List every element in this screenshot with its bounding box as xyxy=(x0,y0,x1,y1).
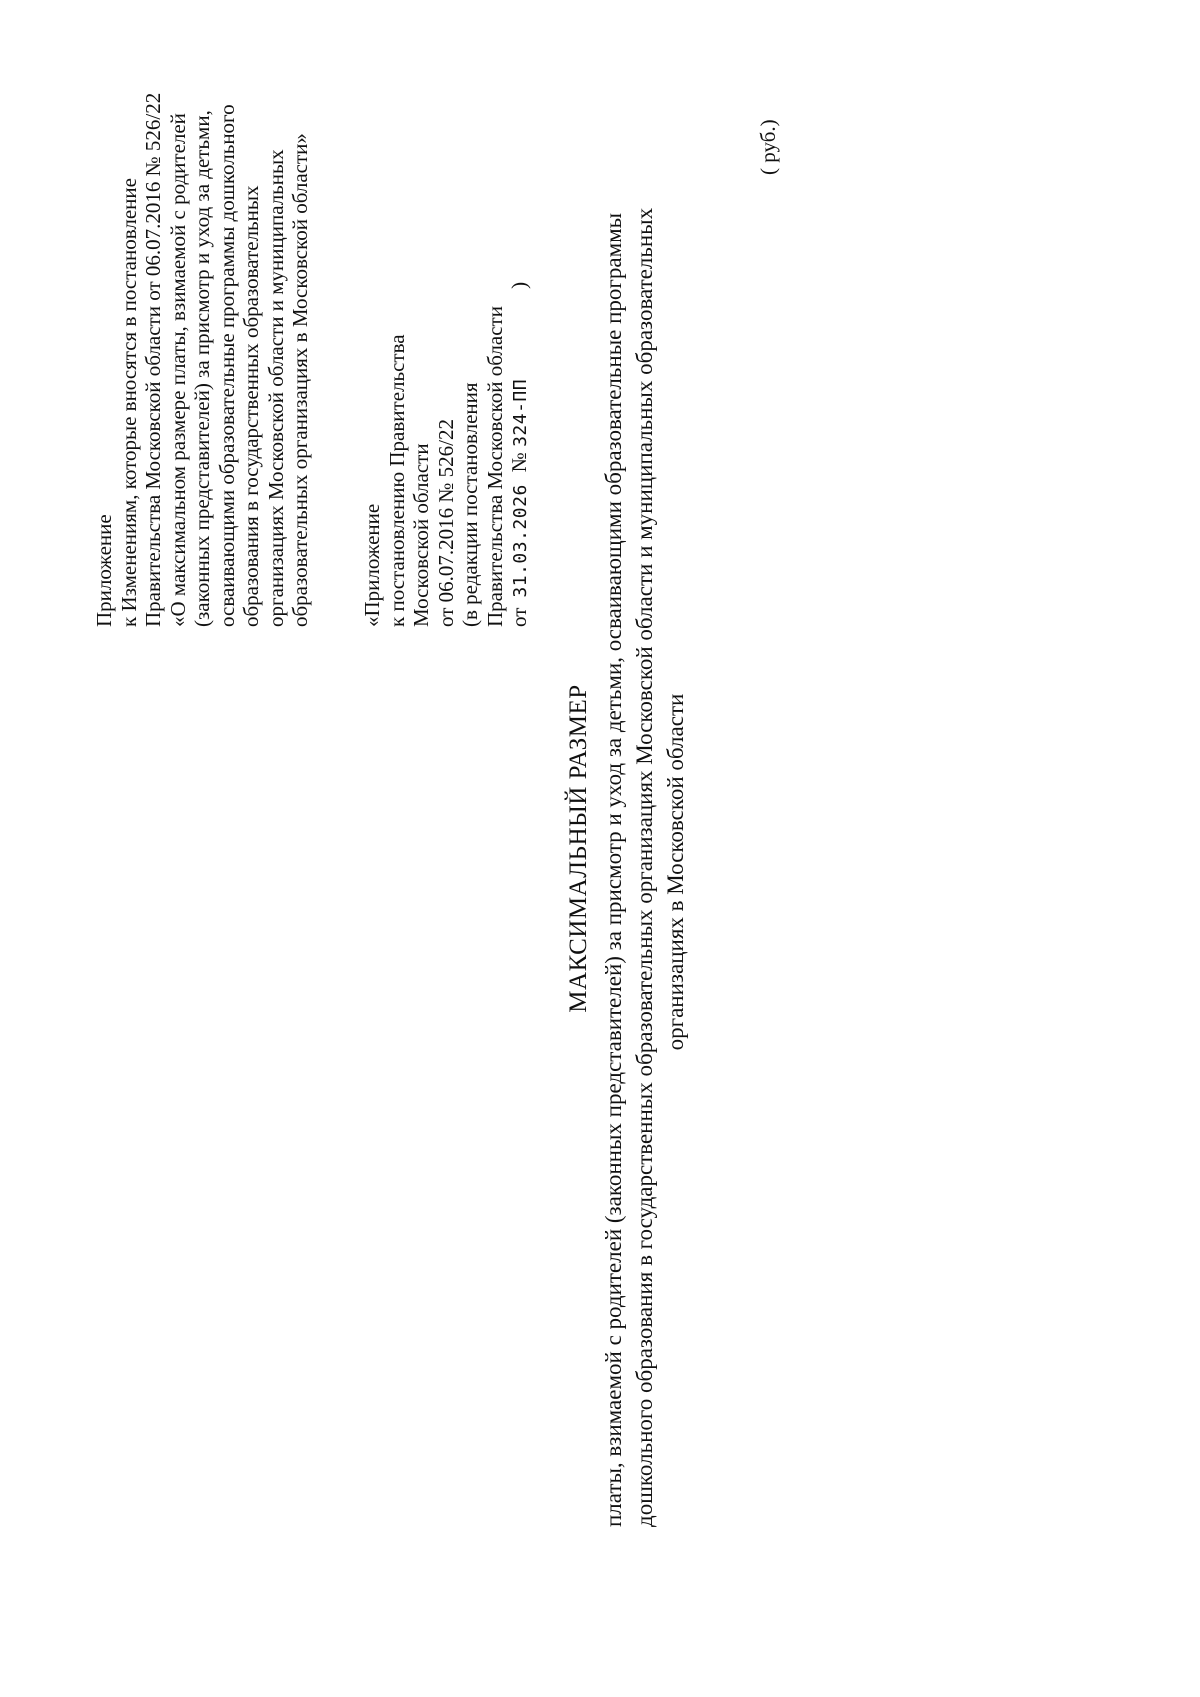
resolution-date-line xyxy=(507,282,534,627)
resolution-number: 324-ПП xyxy=(510,378,531,447)
close-paren: ) xyxy=(507,281,531,289)
appendix-header xyxy=(92,93,313,627)
document-subtitle xyxy=(598,207,691,1527)
resolution-line: к постановлению Правительства xyxy=(384,334,409,627)
number-sign: № xyxy=(507,452,531,473)
resolution-line: (в редакции постановления xyxy=(458,382,482,627)
appendix-line: Приложение xyxy=(92,514,116,627)
resolution-reference xyxy=(360,282,534,627)
subtitle-line: организациях в Московской области xyxy=(663,693,688,1051)
currency-unit-note: ( руб.) xyxy=(756,119,780,175)
resolution-line: Правительства Московской области xyxy=(482,306,507,627)
resolution-line: «Приложение xyxy=(360,503,384,627)
appendix-line: «О максимальном размере платы, взимаемой с родителей xyxy=(165,113,190,627)
appendix-line: образовательных организациях в Московской области» xyxy=(288,133,312,627)
resolution-date: 31.03.2026 xyxy=(510,484,531,598)
document-title: МАКСИМАЛЬНЫЙ РАЗМЕР xyxy=(565,684,592,1013)
resolution-line: Московской области xyxy=(409,443,433,627)
appendix-line: к Изменениям, которые вносятся в постановление xyxy=(116,178,141,627)
appendix-line: (законных представителей) за присмотр и уход за детьми, xyxy=(190,110,214,627)
subtitle-line: дошкольного образования в государственных образовательных организациях Московской области и муниципальных образовательных xyxy=(632,207,657,1527)
appendix-line: Правительства Московской области от 06.07.2016 № 526/22 xyxy=(141,92,165,627)
subtitle-line: платы, взимаемой с родителей (законных представителей) за присмотр и уход за детьми, осваивающими образовательные программы xyxy=(601,212,626,1527)
appendix-line: образования в государственных образовательных xyxy=(239,185,263,627)
appendix-line: организациях Московской области и муниципальных xyxy=(263,149,288,627)
resolution-line: от 06.07.2016 № 526/22 xyxy=(433,418,458,627)
date-prefix: от xyxy=(507,607,531,627)
appendix-line: осваивающими образовательные программы дошкольного xyxy=(214,104,239,627)
